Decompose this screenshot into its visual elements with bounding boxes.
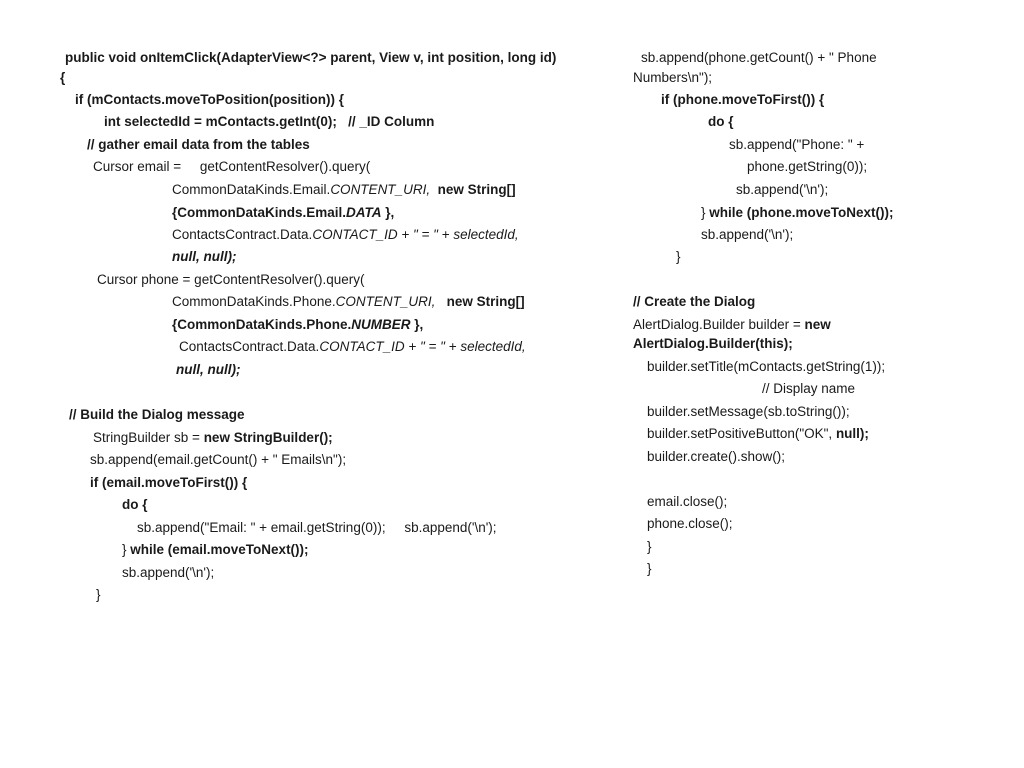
code-token: } xyxy=(122,542,131,557)
code-token: if (email.moveToFirst()) { xyxy=(90,475,248,490)
code-token: DATA xyxy=(346,205,382,220)
code-token: } xyxy=(647,539,652,554)
code-token: // gather email data from the tables xyxy=(87,137,310,152)
code-token: } xyxy=(96,587,101,602)
right-code-line xyxy=(701,227,793,243)
code-token: while (email.moveToNext()); xyxy=(130,542,309,557)
code-token: }, xyxy=(381,205,395,220)
code-token: // Create the Dialog xyxy=(633,294,756,309)
code-token: builder.setTitle(mContacts.getString(1)); xyxy=(647,359,886,374)
code-token: null, null); xyxy=(176,362,241,377)
right-code-line xyxy=(633,317,831,333)
code-token: sb.append('\n'); xyxy=(701,227,794,242)
code-token: email.close(); xyxy=(647,494,728,509)
code-token: CommonDataKinds.Email. xyxy=(172,182,331,197)
right-code-line xyxy=(641,50,877,66)
code-token: CONTENT_URI, xyxy=(335,294,436,309)
code-token: {CommonDataKinds.Phone. xyxy=(172,317,352,332)
right-code-line xyxy=(647,359,885,375)
code-token: } xyxy=(647,561,652,576)
code-token: sb.append('\n'); xyxy=(122,565,215,580)
code-token: if (phone.moveToFirst()) { xyxy=(661,92,825,107)
code-token: // Build the Dialog message xyxy=(69,407,245,422)
code-token: new StringBuilder(); xyxy=(203,430,333,445)
right-code-line xyxy=(762,381,855,397)
code-token: AlertDialog.Builder(this); xyxy=(633,336,793,351)
code-token: // Display name xyxy=(762,381,856,396)
code-token: do { xyxy=(708,114,734,129)
right-code-line xyxy=(633,294,755,310)
right-code-line xyxy=(701,205,894,221)
right-code-line xyxy=(647,426,869,442)
code-token: new xyxy=(804,317,831,332)
code-token: Cursor email = getContentResolver().query( xyxy=(93,159,371,174)
code-token: do { xyxy=(122,497,148,512)
code-token: builder.create().show(); xyxy=(647,449,786,464)
right-code-line xyxy=(647,449,785,465)
right-code-line xyxy=(647,404,850,420)
right-code-line xyxy=(729,137,864,153)
code-token: null); xyxy=(835,426,869,441)
right-code-line xyxy=(676,249,681,265)
code-token: sb.append("Email: " + email.getString(0)); sb.append('\n'); xyxy=(137,520,497,535)
code-token: {CommonDataKinds.Email. xyxy=(172,205,347,220)
code-token: { xyxy=(60,70,66,85)
code-token: sb.append(phone.getCount() + " Phone xyxy=(641,50,877,65)
code-token: StringBuilder sb = xyxy=(93,430,204,445)
code-token: null, null); xyxy=(172,249,237,264)
code-token: CommonDataKinds.Phone. xyxy=(172,294,336,309)
code-token: }, xyxy=(410,317,424,332)
code-token: ContactsContract.Data. xyxy=(172,227,313,242)
code-token: phone.getString(0)); xyxy=(747,159,868,174)
code-token: sb.append("Phone: " + xyxy=(729,137,865,152)
right-code-line xyxy=(647,516,733,532)
right-code-line xyxy=(647,494,727,510)
code-token: CONTACT_ID + " = " + selectedId, xyxy=(319,339,526,354)
code-token: while (phone.moveToNext()); xyxy=(709,205,894,220)
right-code-line xyxy=(633,336,793,352)
code-token: } xyxy=(701,205,710,220)
code-token: Cursor phone = getContentResolver().query( xyxy=(97,272,365,287)
code-token: public void onItemClick(AdapterView<?> parent, View v, int position, long id) xyxy=(65,50,557,65)
code-token: NUMBER xyxy=(351,317,411,332)
code-token: phone.close(); xyxy=(647,516,733,531)
code-token: new String[] xyxy=(435,294,525,309)
code-token: sb.append(email.getCount() + " Emails\n"); xyxy=(90,452,347,467)
code-token: Numbers\n"); xyxy=(633,70,713,85)
code-token: ContactsContract.Data. xyxy=(179,339,320,354)
right-code-line xyxy=(661,92,824,108)
code-token: AlertDialog.Builder builder = xyxy=(633,317,805,332)
code-token: builder.setPositiveButton("OK", xyxy=(647,426,836,441)
code-token: CONTENT_URI, xyxy=(330,182,431,197)
right-code-line xyxy=(708,114,734,130)
code-token: CONTACT_ID + " = " + selectedId, xyxy=(312,227,519,242)
code-token: if (mContacts.moveToPosition(position)) { xyxy=(75,92,344,107)
right-code-line xyxy=(647,539,652,555)
code-token: builder.setMessage(sb.toString()); xyxy=(647,404,850,419)
code-token: new String[] xyxy=(430,182,516,197)
right-code-line xyxy=(633,70,712,86)
right-code-line xyxy=(747,159,867,175)
code-token: } xyxy=(676,249,681,264)
code-token: sb.append('\n'); xyxy=(736,182,829,197)
right-code-line xyxy=(736,182,828,198)
code-token: int selectedId = mContacts.getInt(0); // _ID Column xyxy=(104,114,435,129)
right-code-line xyxy=(647,561,652,577)
